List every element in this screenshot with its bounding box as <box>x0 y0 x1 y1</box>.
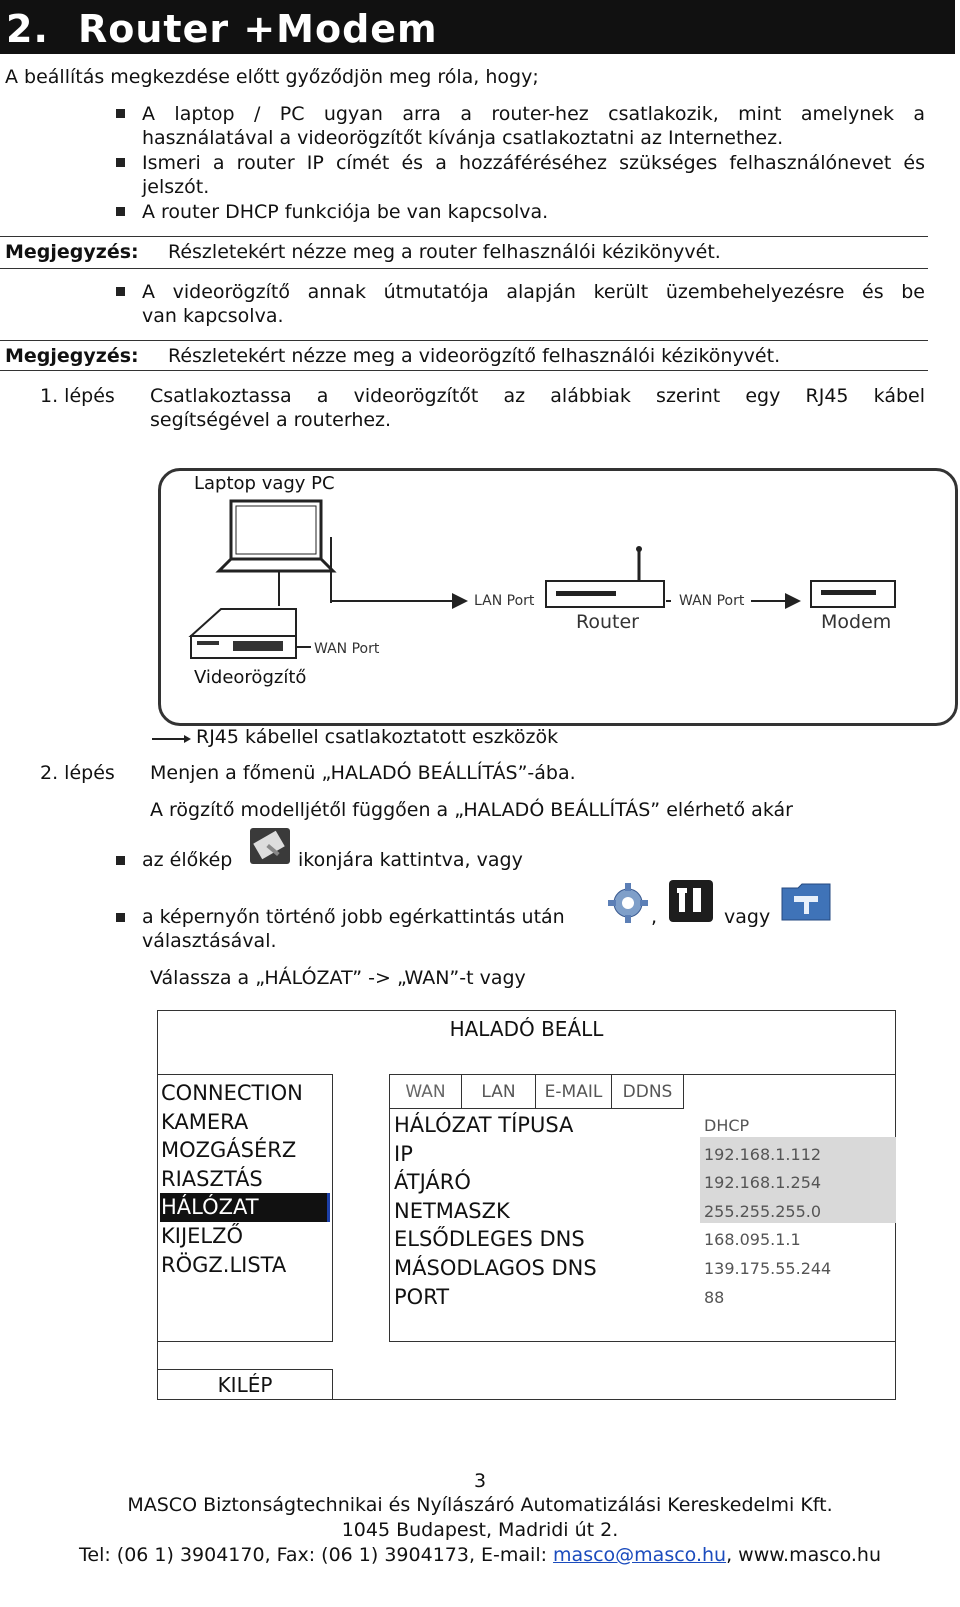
divider <box>0 370 928 371</box>
tab-email[interactable]: E-MAIL <box>536 1075 612 1109</box>
step-2-line-2: A rögzítő modelljétől függően a „HALADÓ BEÁLLÍTÁS” elérhető akár <box>150 799 793 821</box>
exit-label: KILÉP <box>217 1373 273 1397</box>
sidebar-item-network[interactable]: HÁLÓZAT <box>160 1193 330 1222</box>
note-text: Részletekért nézze meg a router felhasználói kézikönyvét. <box>168 241 721 263</box>
sidebar-item-connection[interactable]: CONNECTION <box>161 1081 303 1105</box>
section-heading <box>0 0 955 54</box>
footer-address: 1045 Budapest, Madridi út 2. <box>341 1519 619 1541</box>
tab-lan[interactable]: LAN <box>462 1075 536 1109</box>
step-1-label: 1. lépés <box>40 385 115 407</box>
live-view-settings-icon <box>248 826 292 866</box>
sidebar-item-camera[interactable]: KAMERA <box>161 1109 249 1134</box>
bullet-marker <box>116 287 125 296</box>
bullet-1-line-1: A laptop / PC ugyan arra a router-hez csatlakozik, mint amelynek a <box>142 103 925 125</box>
network-diagram <box>158 468 958 726</box>
menu-sidebar <box>157 1074 333 1342</box>
bullet-1-line-2: használatával a videorögzítőt kívánja csatlakoztatni az Internethez. <box>142 127 784 149</box>
comma: , <box>651 906 658 928</box>
arrow-icon <box>150 734 192 744</box>
footer-company: MASCO Biztonságtechnikai és Nyílászáró Automatizálási Kereskedelmi Kft. <box>127 1494 833 1516</box>
bullet-marker <box>116 856 125 865</box>
lan-port-label: LAN Port <box>474 593 535 609</box>
bullet-live-view-text-2: ikonjára kattintva, vagy <box>298 849 523 871</box>
dvr-icon <box>191 609 296 658</box>
footer-email-link[interactable]: masco@masco.hu <box>553 1544 727 1566</box>
legend-text: RJ45 kábellel csatlakoztatott eszközök <box>196 726 559 748</box>
dvr-wan-port-label: WAN Port <box>314 641 380 657</box>
step-2-line-1: Menjen a főmenü „HALADÓ BEÁLLÍTÁS”-ába. <box>150 762 576 784</box>
network-panel <box>389 1074 896 1342</box>
bullet-4-line-2: van kapcsolva. <box>142 305 284 327</box>
divider <box>0 236 928 237</box>
modem-label: Modem <box>821 611 892 633</box>
divider <box>0 268 928 269</box>
divider <box>0 340 928 341</box>
footer-contact <box>0 1544 960 1566</box>
bullet-marker <box>116 207 125 216</box>
field-value-port[interactable]: 88 <box>704 1287 725 1307</box>
tools-icon <box>667 878 715 924</box>
step-1-line-2: segítségével a routerhez. <box>150 409 392 431</box>
field-label-port: PORT <box>394 1284 450 1309</box>
step-2-line-3: Válassza a „HÁLÓZAT” -> „WAN”-t vagy <box>150 967 526 989</box>
field-value-secondary-dns[interactable]: 139.175.55.244 <box>704 1258 832 1278</box>
bullet-2-line-1: Ismeri a router IP címét és a hozzáféréséhez szükséges felhasználónevet és <box>142 152 925 174</box>
laptop-icon <box>219 501 333 571</box>
section-number: 2. <box>6 7 49 51</box>
modem-icon <box>811 581 895 607</box>
sidebar-item-display[interactable]: KIJELZŐ <box>161 1223 244 1248</box>
bullet-right-click-line-2: választásával. <box>142 930 277 952</box>
router-label: Router <box>576 611 639 633</box>
bullet-3: A router DHCP funkciója be van kapcsolva. <box>142 201 549 223</box>
exit-button[interactable] <box>157 1369 333 1400</box>
step-2-label: 2. lépés <box>40 762 115 784</box>
bullet-right-click-text: a képernyőn történő jobb egérkattintás után <box>142 906 565 928</box>
field-label-ip: IP <box>394 1141 413 1166</box>
bullet-marker <box>116 913 125 922</box>
field-value-gateway[interactable]: 192.168.1.254 <box>704 1173 822 1193</box>
bullet-marker <box>116 109 125 118</box>
router-icon <box>546 546 664 607</box>
note-label: Megjegyzés: <box>5 241 139 263</box>
field-value-network-type[interactable]: DHCP <box>704 1116 750 1135</box>
or-text: vagy <box>724 906 771 928</box>
section-title: Router +Modem <box>78 7 438 51</box>
bullet-marker <box>116 158 125 167</box>
note-text: Részletekért nézze meg a videorögzítő felhasználói kézikönyvét. <box>168 345 781 367</box>
sidebar-item-motion[interactable]: MOZGÁSÉRZ <box>161 1138 297 1163</box>
bullet-2-line-2: jelszót. <box>142 176 210 198</box>
bullet-live-view-text: az élőkép <box>142 849 233 871</box>
tab-wan[interactable]: WAN <box>390 1075 462 1109</box>
intro-text: A beállítás megkezdése előtt győződjön meg róla, hogy; <box>5 66 539 88</box>
sidebar-item-alarm[interactable]: RIASZTÁS <box>161 1166 263 1191</box>
field-label-netmask: NETMASZK <box>394 1198 510 1223</box>
page-number: 3 <box>473 1470 487 1492</box>
wan-port-label: WAN Port <box>679 593 745 609</box>
field-label-secondary-dns: MÁSODLAGOS DNS <box>394 1255 597 1280</box>
sidebar-item-record-list[interactable]: RÖGZ.LISTA <box>161 1252 287 1277</box>
note-label: Megjegyzés: <box>5 345 139 367</box>
field-value-primary-dns[interactable]: 168.095.1.1 <box>704 1230 801 1250</box>
bullet-4-line-1: A videorögzítő annak útmutatója alapján került üzembehelyezésre és be <box>142 281 925 303</box>
gear-icon <box>604 880 652 926</box>
footer-contact-suffix: , www.masco.hu <box>726 1544 881 1566</box>
field-label-network-type: HÁLÓZAT TÍPUSA <box>394 1113 574 1137</box>
field-value-ip[interactable]: 192.168.1.112 <box>704 1144 822 1164</box>
laptop-label: Laptop vagy PC <box>194 473 335 494</box>
field-label-gateway: ÁTJÁRÓ <box>394 1170 471 1195</box>
field-value-netmask[interactable]: 255.255.255.0 <box>704 1201 822 1221</box>
menu-title-bar <box>157 1010 896 1046</box>
dvr-label: Videorögzítő <box>194 667 307 688</box>
folder-hammer-icon <box>780 880 832 924</box>
field-label-primary-dns: ELSŐDLEGES DNS <box>394 1227 585 1252</box>
footer-contact-prefix: Tel: (06 1) 3904170, Fax: (06 1) 3904173, E-mail: <box>79 1544 554 1566</box>
step-1-line-1: Csatlakoztassa a videorögzítőt az alábbiak szerint egy RJ45 kábel <box>150 385 925 407</box>
tab-ddns[interactable]: DDNS <box>612 1075 684 1109</box>
menu-title: HALADÓ BEÁLL <box>449 1017 604 1041</box>
